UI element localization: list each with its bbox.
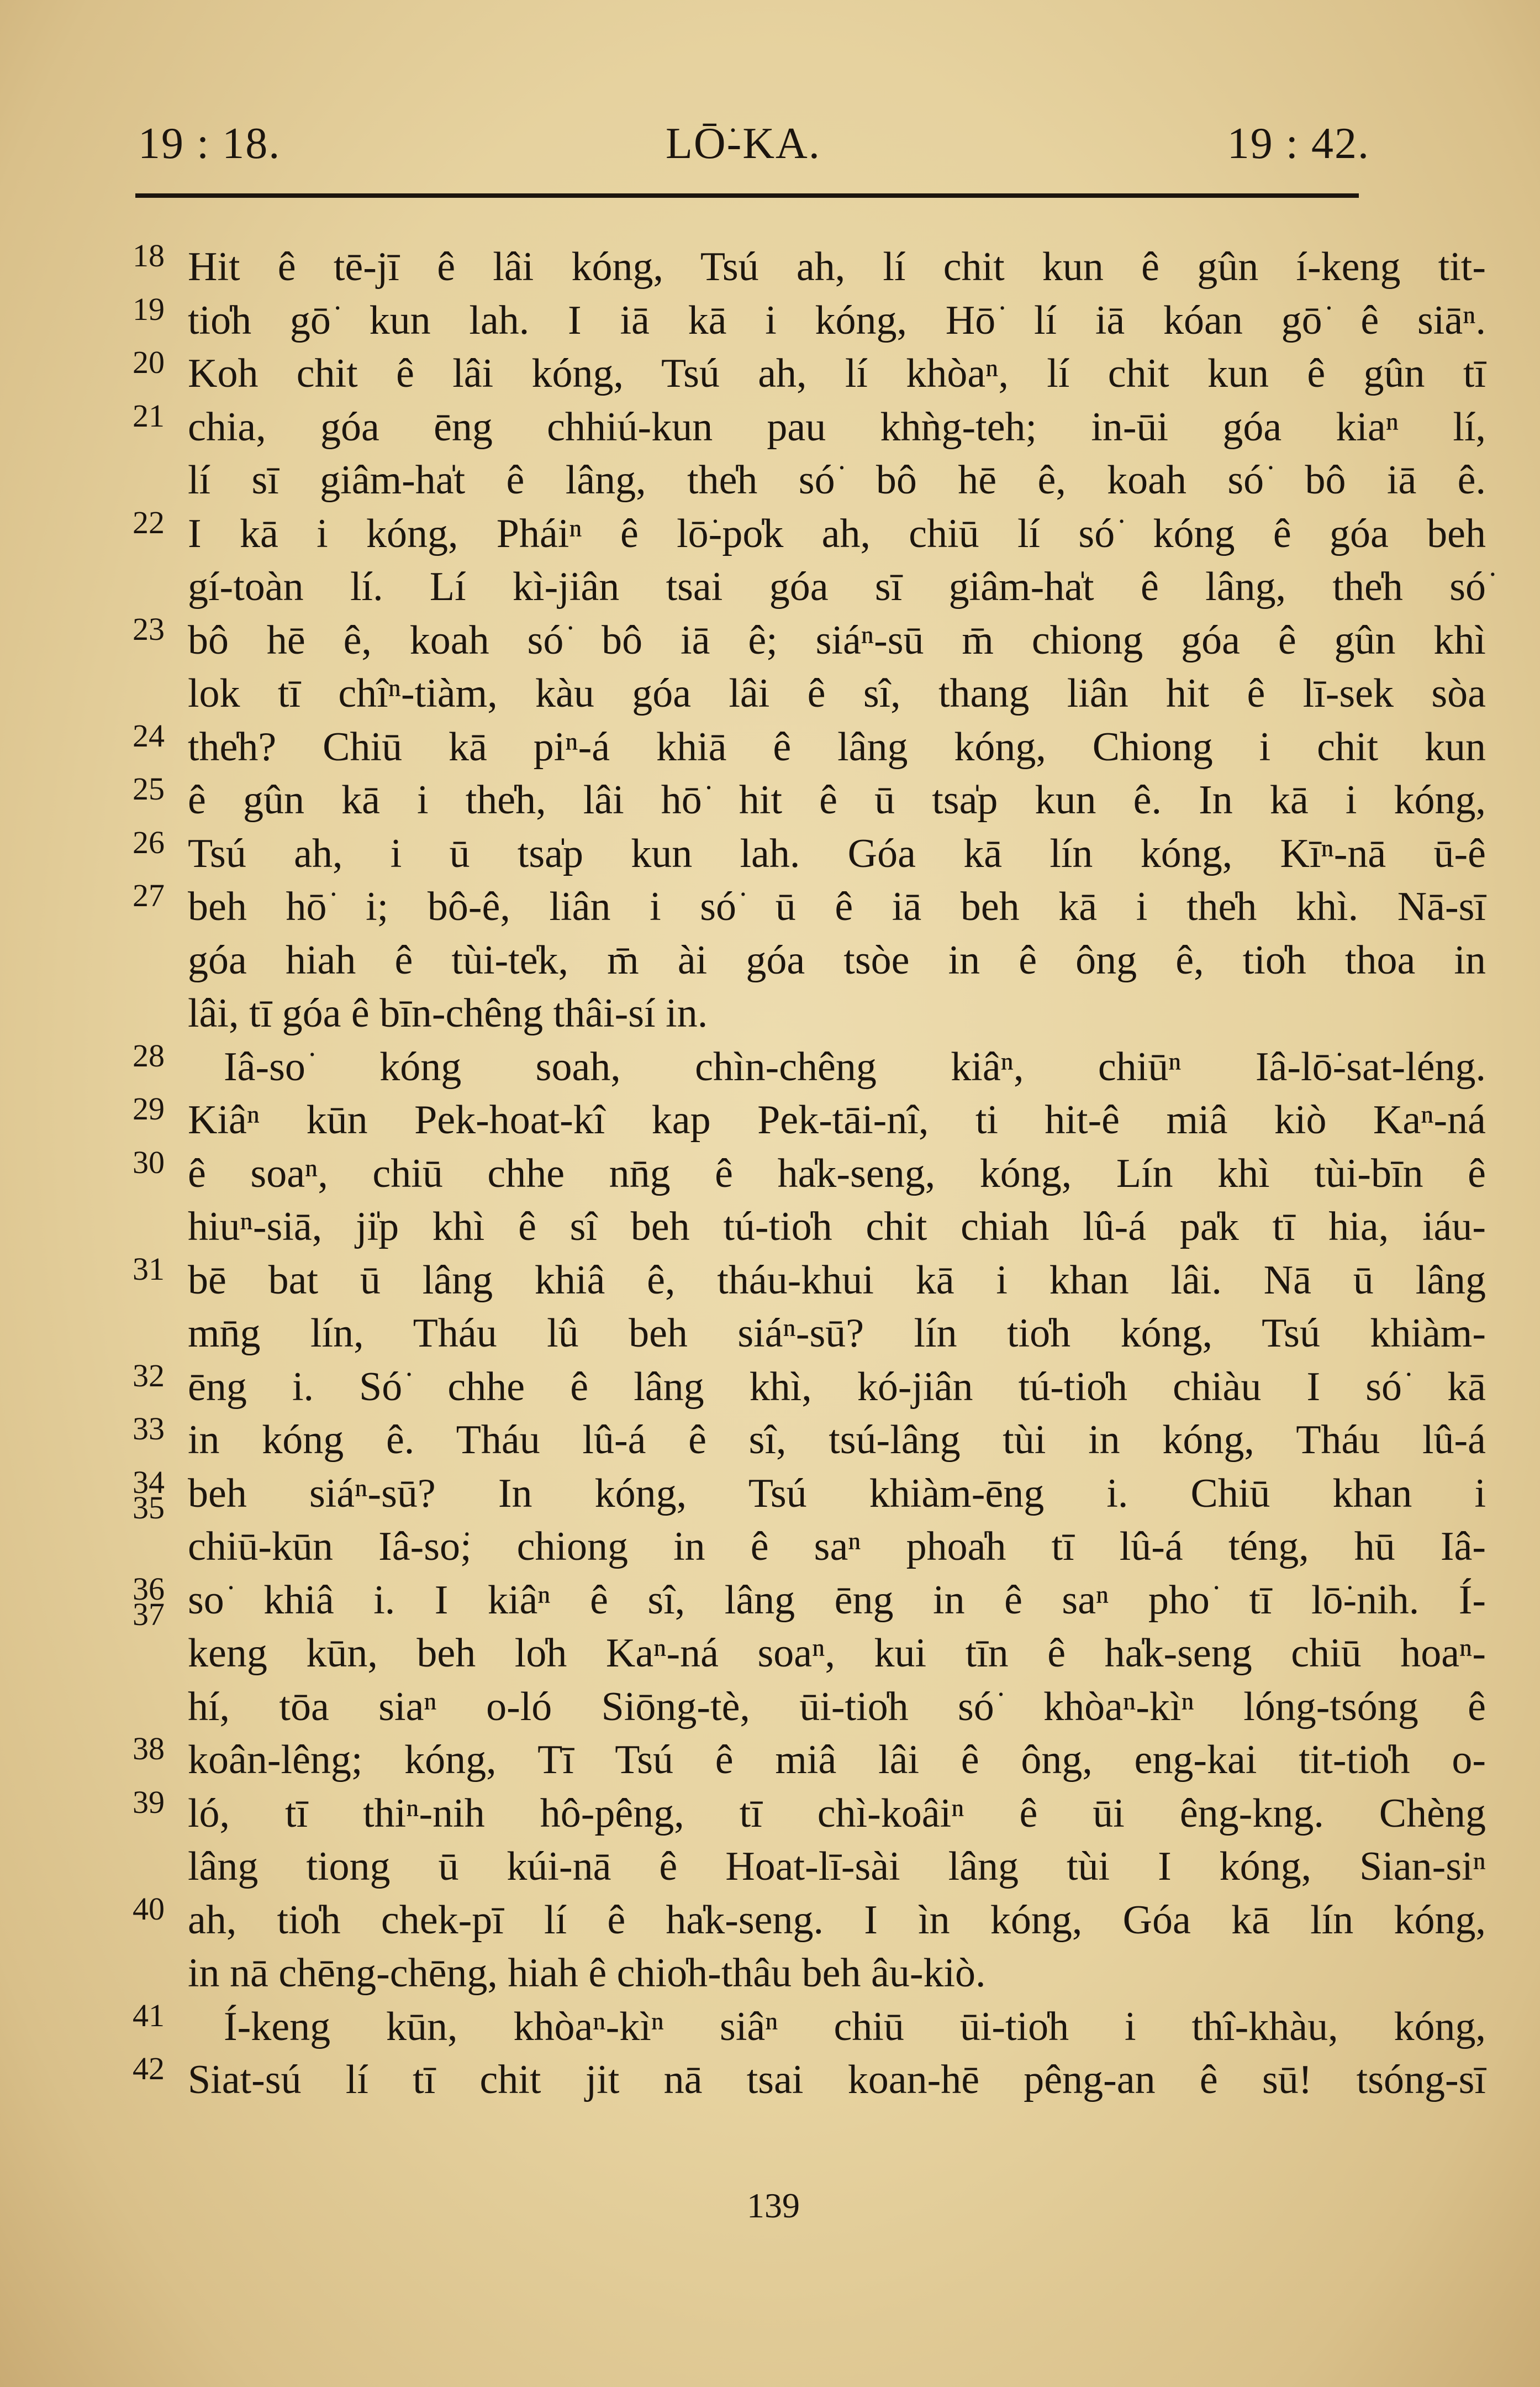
verse-line-text: ê soaⁿ, chiū chhe nn̄g ê ha̍k-seng, kóng, Lín khì tùi-bīn ê: [188, 1150, 1486, 1196]
text-line: [110, 877, 1486, 934]
verse-number: 38: [133, 1731, 165, 1766]
verse-line-text: mn̄g lín, Tháu lû beh siáⁿ-sū? lín tio̍h kóng, Tsú khiàm-: [188, 1311, 1486, 1356]
text-line: [110, 1627, 1486, 1680]
verse-number: 25: [133, 771, 165, 807]
verse-number: 31: [133, 1250, 165, 1287]
text-line: [110, 1200, 1486, 1254]
verse-line-text: Kiâⁿ kūn Pek-hoat-kî kap Pek-tāi-nî, ti hit-ê miâ kiò Kaⁿ-ná: [188, 1097, 1486, 1143]
verse-line-text: Iâ-so͘ kóng soah, chìn-chêng kiâⁿ, chiūⁿ Iâ-lō͘-sat-léng.: [224, 1044, 1486, 1090]
text-line: [110, 1570, 1486, 1632]
text-line: [110, 238, 1486, 294]
verse-number: 29: [133, 1091, 165, 1127]
text-line: [110, 771, 1486, 827]
text-line: [110, 934, 1486, 987]
verse-line-text: lí sī giâm-ha̍t ê lâng, the̍h só͘ bô hē ê, koah só͘ bô iā ê.: [188, 458, 1486, 503]
verse-number: 36: [133, 1570, 165, 1607]
text-line: [110, 717, 1486, 774]
header-rule: [135, 193, 1359, 198]
verse-number: 35: [133, 1489, 165, 1526]
verse-line-text: bē bat ū lâng khiâ ê, tháu-khui kā i khan lâi. Nā ū lâng: [188, 1257, 1486, 1303]
text-line: [110, 611, 1486, 667]
text-line: [110, 504, 1486, 561]
verse-number: 30: [133, 1144, 165, 1180]
verse-number: 24: [133, 717, 165, 754]
text-line: [110, 1840, 1486, 1894]
verse-line-text: keng kūn, beh lo̍h Kaⁿ-ná soaⁿ, kui tīn ê ha̍k-seng chiū hoaⁿ-: [188, 1631, 1486, 1676]
verse-number: 41: [133, 1997, 165, 2033]
verse-line-text: in nā chēng-chēng, hiah ê chio̍h-thâu beh âu-kiò.: [188, 1950, 986, 1996]
verse-number: 34: [133, 1464, 165, 1500]
text-line: [110, 667, 1486, 721]
verse-line-text: Siat-sú lí tī chit jit nā tsai koan-hē pêng-an ê sū! tsóng-sī: [188, 2057, 1486, 2102]
text-line: [110, 2050, 1486, 2107]
verse-line-text: tio̍h gō͘ kun lah. I iā kā i kóng, Hō͘ lí iā kóan gō͘ ê siāⁿ.: [188, 297, 1486, 343]
chapter-verse-start: 19 : 18.: [138, 119, 281, 168]
verse-number: 42: [133, 2050, 165, 2086]
text-line: [110, 1464, 1486, 1526]
verse-line-text: the̍h? Chiū kā piⁿ-á khiā ê lâng kóng, Chiong i chit kun: [188, 724, 1486, 770]
verse-number: 32: [133, 1357, 165, 1394]
verse-line-text: koân-lêng; kóng, Tī Tsú ê miâ lâi ê ông, eng-kai tit-tio̍h o-: [188, 1737, 1486, 1783]
verse-line-text: Í-keng kūn, khòaⁿ-kìⁿ siâⁿ chiū ūi-tio̍h i thî-khàu, kóng,: [224, 2004, 1486, 2049]
verse-line-text: chia, góa ēng chhiú-kun pau khǹg-teh; in-ūi góa kiaⁿ lí,: [188, 404, 1486, 450]
text-line: [110, 1250, 1486, 1307]
text-line: [110, 454, 1486, 507]
verse-number: 19: [133, 291, 165, 327]
verse-line-text: I kā i kóng, Pháiⁿ ê lō͘-po̍k ah, chiū lí só͘ kóng ê góa beh: [188, 511, 1486, 556]
verse-line-text: ê gûn kā i the̍h, lâi hō͘ hit ê ū tsa̍p kun ê. In kā i kóng,: [188, 777, 1486, 823]
text-line: [110, 560, 1486, 614]
verse-text-block: [110, 238, 1486, 2107]
verse-line-text: lok tī chîⁿ-tiàm, kàu góa lâi ê sî, thang liân hit ê lī-sek sòa: [188, 671, 1486, 716]
text-line: [110, 1307, 1486, 1360]
text-line: [110, 1947, 1381, 2000]
text-line: [110, 1890, 1486, 1947]
verse-number: 39: [133, 1784, 165, 1820]
text-line: [110, 1997, 1486, 2054]
verse-line-text: hiuⁿ-siā, ji̍p khì ê sî beh tú-tio̍h chit chiah lû-á pa̍k tī hia, iáu-: [188, 1204, 1486, 1249]
verse-line-text: gí-toàn lí. Lí kì-jiân tsai góa sī giâm-ha̍t ê lâng, the̍h só͘: [188, 564, 1486, 609]
text-line: [110, 1091, 1486, 1147]
verse-line-text: bô hē ê, koah só͘ bô iā ê; siáⁿ-sū m̄ chiong góa ê gûn khì: [188, 617, 1486, 663]
verse-line-text: Tsú ah, i ū tsa̍p kun lah. Góa kā lín kóng, Kīⁿ-nā ū-ê: [188, 830, 1486, 876]
text-line: [110, 1144, 1486, 1201]
text-line: [110, 291, 1486, 348]
verse-line-text: Koh chit ê lâi kóng, Tsú ah, lí khòaⁿ, lí chit kun ê gûn tī: [188, 351, 1486, 396]
verse-line-text: lâng tiong ū kúi-nā ê Hoat-lī-sài lâng tùi I kóng, Sian-siⁿ: [188, 1844, 1486, 1889]
text-line: [110, 344, 1486, 401]
verse-line-text: in kóng ê. Tháu lû-á ê sî, tsú-lâng tùi in kóng, Tháu lû-á: [188, 1417, 1486, 1463]
text-line: [110, 1784, 1486, 1841]
verse-line-text: ah, tio̍h chek-pī lí ê ha̍k-seng. I ìn kóng, Góa kā lín kóng,: [188, 1897, 1486, 1943]
text-line: [110, 1731, 1486, 1787]
verse-line-text: góa hiah ê tùi-te̍k, m̄ ài góa tsòe in ê ông ê, tio̍h thoa in: [188, 937, 1486, 983]
verse-line-text: beh siáⁿ-sū? In kóng, Tsú khiàm-ēng i. Chiū khan i: [188, 1470, 1486, 1516]
text-line: [110, 397, 1486, 454]
page-number: 139: [747, 2186, 800, 2225]
chapter-verse-end: 19 : 42.: [1227, 119, 1370, 168]
text-line: [110, 1680, 1486, 1734]
verse-number: 26: [133, 824, 165, 860]
verse-number: 21: [133, 397, 165, 434]
text-line: [110, 1520, 1486, 1574]
verse-number: 27: [133, 877, 165, 913]
verse-number: 40: [133, 1890, 165, 1927]
verse-line-text: lâi, tī góa ê bīn-chêng thâi-sí in.: [188, 991, 708, 1036]
verse-line-text: so͘ khiâ i. I kiâⁿ ê sî, lâng ēng in ê saⁿ pho͘ tī lō͘-nih. Í-: [188, 1577, 1486, 1623]
text-line: [110, 1037, 1486, 1094]
verse-number: 20: [133, 344, 165, 380]
verse-line-text: beh hō͘ i; bô-ê, liân i só͘ ū ê iā beh kā i the̍h khì. Nā-sī: [188, 884, 1486, 929]
text-line: [110, 987, 1381, 1040]
verse-number: 23: [133, 611, 165, 647]
verse-line-text: ló, tī thiⁿ-nih hô-pêng, tī chì-koâiⁿ ê ūi êng-kng. Chèng: [188, 1790, 1486, 1836]
running-head: [138, 119, 1370, 180]
text-line: [110, 824, 1486, 881]
verse-number: 28: [133, 1037, 165, 1074]
verse-number: 18: [133, 238, 165, 274]
book-title: LŌ͘-KA.: [666, 119, 821, 168]
verse-line-text: ēng i. Só͘ chhe ê lâng khì, kó-jiân tú-tio̍h chiàu I só͘ kā: [188, 1364, 1486, 1410]
verse-line-text: Hit ê tē-jī ê lâi kóng, Tsú ah, lí chit kun ê gûn í-keng tit-: [188, 244, 1486, 290]
text-line: [110, 1357, 1486, 1414]
verse-line-text: chiū-kūn Iâ-so͘; chiong in ê saⁿ phoa̍h tī lû-á téng, hū Iâ-: [188, 1524, 1486, 1569]
verse-number: 22: [133, 504, 165, 540]
verse-number: 37: [133, 1596, 165, 1632]
verse-line-text: hí, tōa siaⁿ o-ló Siōng-tè, ūi-tio̍h só͘ khòaⁿ-kìⁿ lóng-tsóng ê: [188, 1684, 1486, 1729]
text-line: [110, 1411, 1486, 1467]
verse-number: 33: [133, 1411, 165, 1447]
